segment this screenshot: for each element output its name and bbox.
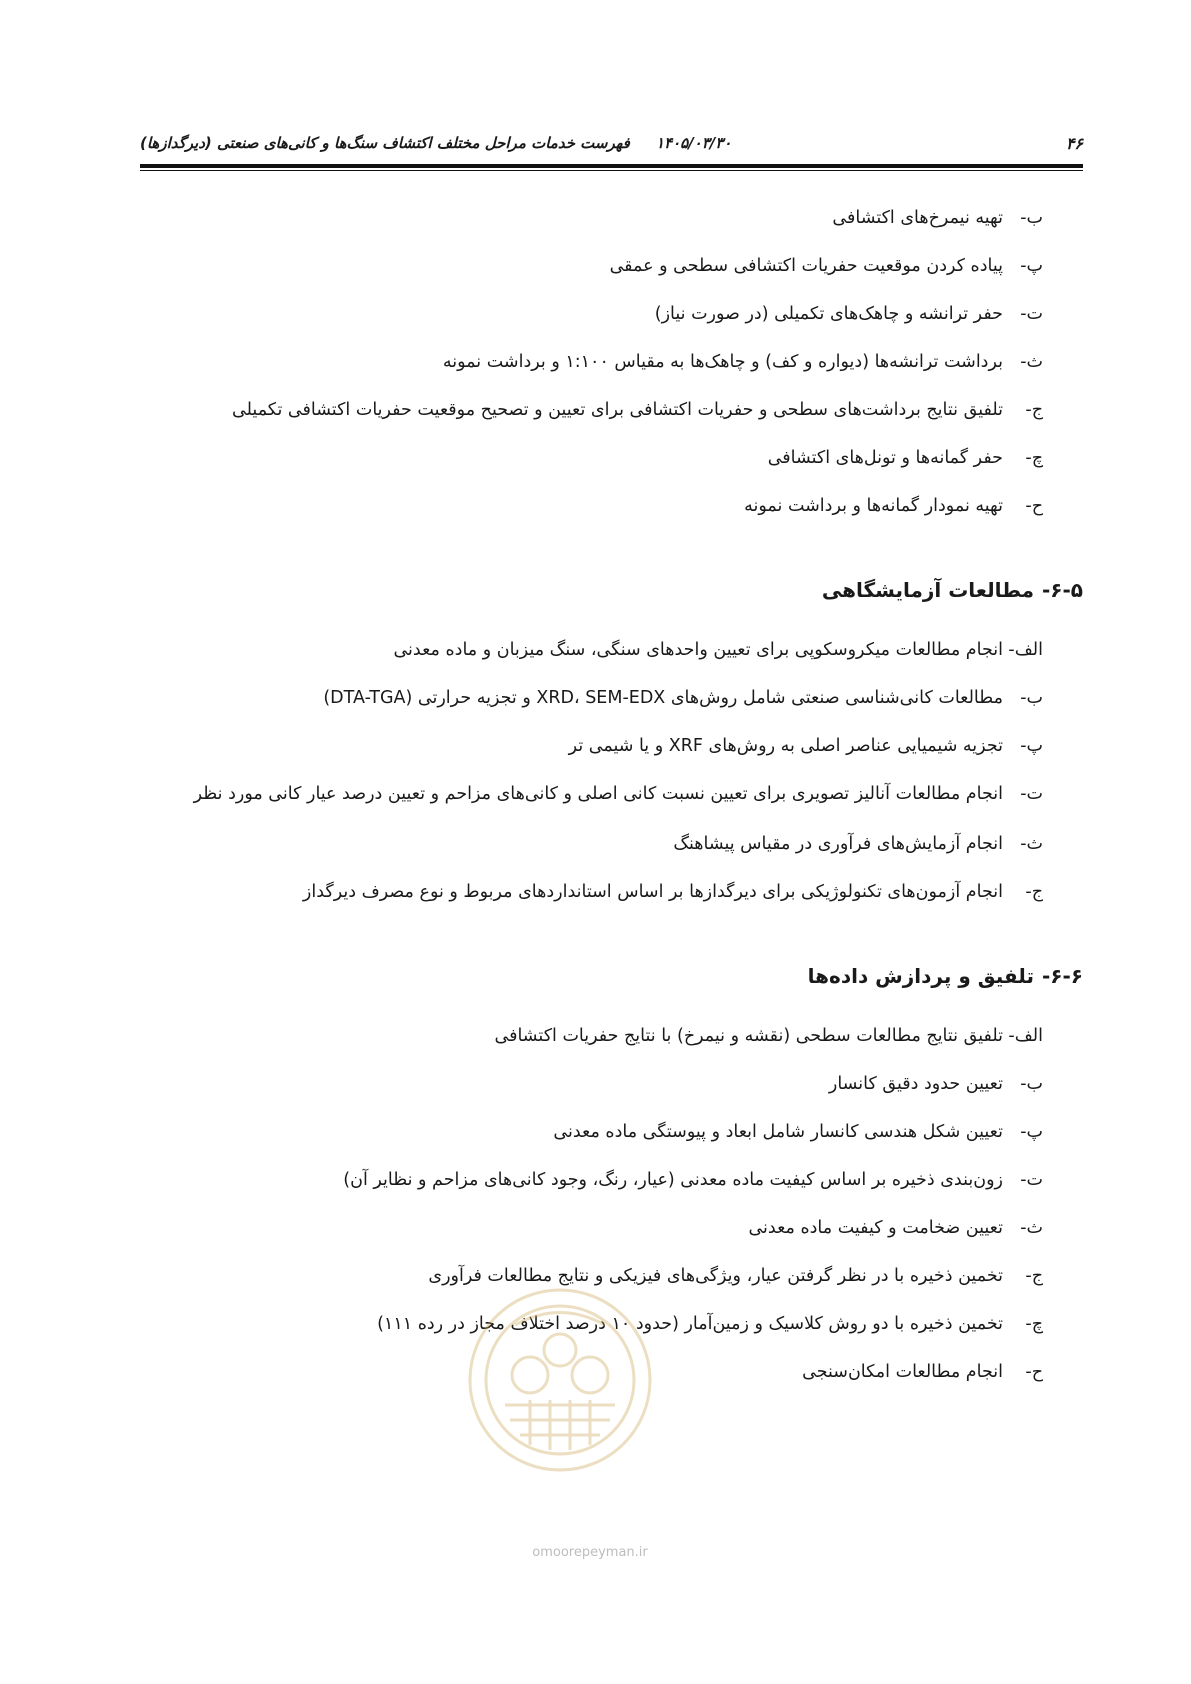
- item-marker: چ-: [1025, 1314, 1043, 1334]
- item-text: برداشت ترانشه‌ها (دیواره و کف) و چاهک‌ها به مقیاس ۱:۱۰۰ و برداشت نمونه: [442, 352, 1003, 372]
- item-marker: ث-: [1020, 1218, 1043, 1238]
- item-marker: ح-: [1025, 496, 1043, 516]
- list-item: [140, 734, 1043, 758]
- section-number: ۶-۵-: [1041, 578, 1083, 602]
- section-title: مطالعات آزمایشگاهی: [821, 578, 1034, 602]
- item-marker: چ-: [1025, 448, 1043, 468]
- header-title-group: [140, 134, 731, 152]
- header-rule-thick: [140, 164, 1083, 168]
- item-text: تلفیق نتایج مطالعات سطحی (نقشه و نیمرخ) با نتایج حفریات اکتشافی: [494, 1026, 1003, 1046]
- watermark-text: omoorepeyman.ir: [532, 1545, 648, 1560]
- item-text: تهیه نیمرخ‌های اکتشافی: [832, 208, 1003, 228]
- header-title: فهرست خدمات مراحل مختلف اکتشاف سنگ‌ها و کانی‌های صنعتی (دیرگدازها): [140, 134, 630, 152]
- item-marker: پ-: [1020, 256, 1043, 276]
- section-number: ۶-۶-: [1041, 964, 1083, 988]
- item-text: تعیین ضخامت و کیفیت ماده معدنی: [748, 1218, 1003, 1238]
- item-text: انجام آزمون‌های تکنولوژیکی برای دیرگدازها بر اساس استانداردهای مربوط و نوع مصرف دیرگداز: [302, 882, 1003, 902]
- item-marker: پ-: [1020, 1122, 1043, 1142]
- page-number: ۴۶: [1065, 133, 1083, 153]
- item-marker: پ-: [1020, 736, 1043, 756]
- list-item: [140, 446, 1043, 470]
- item-marker: ج-: [1025, 1266, 1043, 1286]
- item-marker: ث-: [1020, 352, 1043, 372]
- list-continued: [140, 206, 1043, 518]
- item-text: حفر ترانشه و چاهک‌های تکمیلی (در صورت نیاز): [654, 304, 1003, 324]
- list-item: [140, 832, 1043, 856]
- list-item: [140, 350, 1043, 374]
- header-date: ۱۴۰۵/۰۳/۳۰: [655, 134, 732, 152]
- item-text: تخمین ذخیره با دو روش کلاسیک و زمین‌آمار (حدود ۱۰ درصد اختلاف مجاز در رده ۱۱۱): [377, 1314, 1003, 1334]
- item-marker: ج-: [1025, 882, 1043, 902]
- page-header: [140, 128, 1083, 158]
- item-text: انجام مطالعات امکان‌سنجی: [802, 1362, 1003, 1382]
- section-heading-lab-studies: [140, 576, 1083, 604]
- list-item: [140, 1072, 1043, 1096]
- item-marker: الف-: [1008, 640, 1043, 660]
- list-item: [140, 638, 1043, 662]
- item-text: تهیه نمودار گمانه‌ها و برداشت نمونه: [744, 496, 1003, 516]
- item-text: پیاده کردن موقعیت حفریات اکتشافی سطحی و عمقی: [609, 256, 1003, 276]
- item-text: تعیین حدود دقیق کانسار: [828, 1074, 1003, 1094]
- list-item: [140, 206, 1043, 230]
- section-title: تلفیق و پردازش داده‌ها: [807, 964, 1034, 988]
- item-marker: ج-: [1025, 400, 1043, 420]
- list-item: [140, 254, 1043, 278]
- item-text: تعیین شکل هندسی کانسار شامل ابعاد و پیوستگی ماده معدنی: [553, 1122, 1003, 1142]
- list-item: [140, 1216, 1043, 1240]
- seal-icon: [460, 1280, 660, 1480]
- list-item: [140, 494, 1043, 518]
- item-text: تجزیه شیمیایی عناصر اصلی به روش‌های XRF و یا شیمی تر: [568, 736, 1003, 756]
- list-item: [140, 880, 1043, 904]
- item-marker: الف-: [1008, 1026, 1043, 1046]
- header-rule-thin: [140, 170, 1083, 171]
- list-item: [140, 1024, 1043, 1048]
- list-item: [140, 1120, 1043, 1144]
- item-marker: ت-: [1020, 784, 1043, 804]
- content: [140, 206, 1083, 1408]
- item-text: حفر گمانه‌ها و تونل‌های اکتشافی: [767, 448, 1003, 468]
- item-text: انجام آزمایش‌های فرآوری در مقیاس پیشاهنگ: [673, 834, 1003, 854]
- list-lab-studies: [140, 638, 1043, 904]
- item-marker: ب-: [1020, 208, 1043, 228]
- item-text: انجام مطالعات آنالیز تصویری برای تعیین نسبت کانی اصلی و کانی‌های مزاحم و تعیین درصد عیار کانی مورد نظر: [193, 784, 1003, 804]
- item-marker: ب-: [1020, 1074, 1043, 1094]
- item-marker: ث-: [1020, 834, 1043, 854]
- list-item: [140, 1168, 1043, 1192]
- item-marker: ت-: [1020, 304, 1043, 324]
- item-text: مطالعات کانی‌شناسی صنعتی شامل روش‌های XRD، SEM-EDX و تجزیه حرارتی (DTA-TGA): [323, 688, 1003, 708]
- list-item: [140, 686, 1043, 710]
- list-item: [140, 398, 1043, 422]
- item-marker: ب-: [1020, 688, 1043, 708]
- item-text: انجام مطالعات میکروسکوپی برای تعیین واحدهای سنگی، سنگ میزبان و ماده معدنی: [393, 640, 1003, 660]
- item-text: تلفیق نتایج برداشت‌های سطحی و حفریات اکتشافی برای تعیین و تصحیح موقعیت حفریات اکتشافی تکمیلی: [232, 400, 1003, 420]
- list-item: [140, 302, 1043, 326]
- item-text: زون‌بندی ذخیره بر اساس کیفیت ماده معدنی (عیار، رنگ، وجود کانی‌های مزاحم و نظایر آن): [343, 1170, 1003, 1190]
- list-item: [140, 782, 1043, 818]
- section-heading-data-integration: [140, 962, 1083, 990]
- item-text: تخمین ذخیره با در نظر گرفتن عیار، ویژگی‌های فیزیکی و نتایج مطالعات فرآوری: [428, 1266, 1003, 1286]
- item-marker: ت-: [1020, 1170, 1043, 1190]
- item-marker: ح-: [1025, 1362, 1043, 1382]
